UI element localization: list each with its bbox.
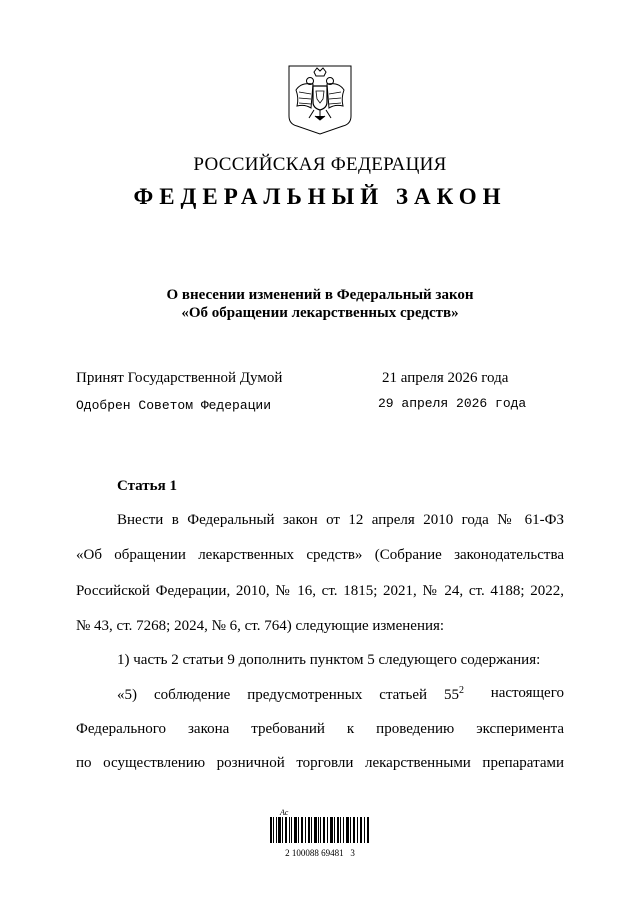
document-type: ФЕДЕРАЛЬНЫЙ ЗАКОН xyxy=(133,184,507,209)
article-line-1: Внести в Федеральный закон от 12 апреля 2010 года № 61-ФЗ xyxy=(117,512,564,528)
article-heading: Статья 1 xyxy=(117,478,177,494)
council-label: Одобрен Советом Федерации xyxy=(76,398,272,413)
law-subject-line-1: О внесении изменений в Федеральный закон xyxy=(166,287,474,303)
article-line-6-end: настоящего xyxy=(490,685,564,701)
duma-date: 21 апреля 2026 года xyxy=(382,370,509,386)
council-date: 29 апреля 2026 года xyxy=(378,396,527,411)
law-subject xyxy=(0,286,640,322)
duma-label: Принят Государственной Думой xyxy=(76,370,283,386)
coat-of-arms-icon xyxy=(287,64,353,136)
law-subject-line-2: «Об обращении лекарственных средств» xyxy=(181,305,459,321)
article-line-5: 1) часть 2 статьи 9 дополнить пунктом 5 следующего содержания: xyxy=(117,652,541,668)
article-line-6 xyxy=(117,685,564,704)
article-line-6-text: «5) соблюдение предусмотренных статьей 55 xyxy=(117,687,459,703)
article-line-4: № 43, ст. 7268; 2024, № 6, ст. 764) следующие изменения: xyxy=(76,618,445,634)
article-line-8: по осуществлению розничной торговли лекарственными препаратами xyxy=(76,755,564,771)
country-name: РОССИЙСКАЯ ФЕДЕРАЦИЯ xyxy=(193,154,447,175)
article-line-3: Российской Федерации, 2010, № 16, ст. 1815; 2021, № 24, ст. 4188; 2022, xyxy=(76,583,564,599)
barcode-mark: Ас xyxy=(280,808,289,817)
barcode xyxy=(268,808,372,858)
article-superscript: 2 xyxy=(459,685,464,696)
barcode-bars xyxy=(268,817,372,843)
article-line-2: «Об обращении лекарственных средств» (Собрание законодательства xyxy=(76,547,564,563)
barcode-number: 2 100088 69481 3 xyxy=(285,848,355,858)
article-line-7: Федерального закона требований к проведению эксперимента xyxy=(76,721,564,737)
